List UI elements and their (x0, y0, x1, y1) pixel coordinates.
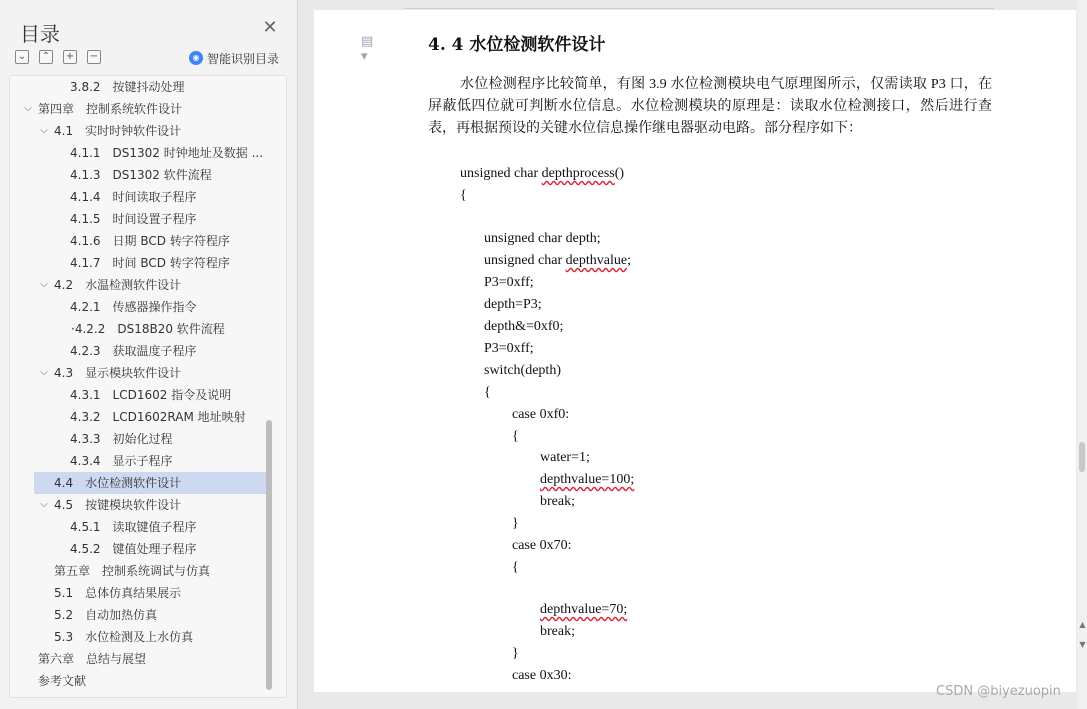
toc-num: 第四章 (38, 102, 75, 116)
toc-label: 时间 BCD 转字符程序 (112, 256, 230, 270)
toc-item-chapter-6[interactable] (38, 648, 268, 670)
toc-label: LCD1602RAM 地址映射 (112, 410, 246, 424)
toc-label: 水位检测软件设计 (85, 476, 182, 490)
code-text: { (512, 429, 519, 444)
code-text: unsigned char depth; (484, 231, 601, 246)
page-top-margin-line (404, 8, 994, 9)
code-line (540, 447, 590, 469)
sidebar-title: 目录 (20, 22, 60, 46)
toc-item-4-3-2[interactable] (70, 406, 270, 428)
toc-num: 4.3.2 (70, 410, 101, 424)
toc-item-4-1-6[interactable] (70, 230, 270, 252)
toc-item-references[interactable] (38, 670, 268, 692)
code-text: break; (540, 494, 575, 509)
toc-label: 实时时钟软件设计 (85, 124, 182, 138)
toc-num: 3.8.2 (70, 80, 101, 94)
code-line (484, 294, 542, 316)
section-heading: 4. 4 水位检测软件设计 (428, 35, 606, 55)
smart-recognize-icon: ◉ (189, 51, 203, 65)
toc-num: 4.3 (54, 366, 74, 380)
section-paragraph: 水位检测程序比较简单，有图 3.9 水位检测模块电气原理图所示，仅需读取 P3 口，在屏蔽低四位就可判断水位信息。水位检测模块的原理是：读取水位检测接口，然后进行查表，再根据预设的关键水位信息操作继电器驱动电路。部分程序如下： (428, 77, 992, 136)
toc-label: LCD1602 指令及说明 (112, 388, 232, 402)
toc-label: 总体仿真结果展示 (85, 586, 182, 600)
code-line (512, 404, 569, 426)
chevron-down-icon[interactable]: ⌵ (40, 279, 48, 290)
toc-item-4-1[interactable] (38, 120, 278, 142)
toc-item-5-1[interactable] (54, 582, 274, 604)
toc-item-4-2[interactable] (38, 274, 278, 296)
toc-num: 第六章 (38, 652, 75, 666)
toc-num: 4.5.2 (70, 542, 101, 556)
code-line (540, 469, 634, 491)
code-text: water=1; (540, 450, 590, 465)
toc-label: 初始化过程 (112, 432, 173, 446)
toc-num: 4.3.1 (70, 388, 101, 402)
code-line (484, 272, 534, 294)
toc-item-4-5[interactable] (38, 494, 278, 516)
collapse-all-icon[interactable]: ⌄ (15, 50, 29, 64)
toc-item-4-5-2[interactable] (70, 538, 270, 560)
toc-item-4-5-1[interactable] (70, 516, 270, 538)
code-text: break; (540, 624, 575, 639)
code-text: P3=0xff; (484, 341, 534, 356)
code-line (512, 535, 571, 557)
code-text: case 0x70: (512, 538, 572, 553)
toc-item-chapter-4[interactable] (22, 98, 272, 120)
toc-label: 按键抖动处理 (112, 80, 185, 94)
toc-label: 控制系统调试与仿真 (102, 564, 211, 578)
toc-item-4-2-1[interactable] (70, 296, 270, 318)
scroll-up-icon[interactable]: ▲ (1079, 620, 1086, 629)
code-line (484, 360, 561, 382)
toc-num: 4.2.3 (70, 344, 101, 358)
chevron-down-icon[interactable]: ⌵ (24, 103, 32, 114)
code-text: depthvalue=70; (540, 602, 628, 617)
toc-num: 4.1.6 (70, 234, 101, 248)
close-icon[interactable]: ✕ (262, 17, 278, 38)
smart-recognize-label: 智能识别目录 (207, 51, 280, 66)
code-line (484, 250, 631, 272)
toc-label: DS1302 时钟地址及数据 ... (112, 146, 264, 160)
toc-label: 时间读取子程序 (112, 190, 197, 204)
expand-all-icon[interactable]: ⌃ (39, 50, 53, 64)
code-line (512, 665, 571, 687)
code-line (484, 316, 563, 338)
toc-num: 4.1.4 (70, 190, 101, 204)
toc-num: 4.3.3 (70, 432, 101, 446)
toc-label: 显示模块软件设计 (85, 366, 182, 380)
toc-item-5-3[interactable] (54, 626, 274, 648)
toc-item-4-1-5[interactable] (70, 208, 270, 230)
toc-num: 4.4 (54, 476, 74, 490)
toc-label: 自动加热仿真 (85, 608, 158, 622)
toc-item-4-2-3[interactable] (70, 340, 270, 362)
toc-num: 4.2.1 (70, 300, 101, 314)
code-line (512, 557, 519, 579)
code-text: { (460, 188, 467, 203)
code-text: depth=P3; (484, 297, 542, 312)
code-line (484, 228, 601, 250)
toc-label: 控制系统软件设计 (86, 102, 183, 116)
chevron-down-icon[interactable]: ⌵ (40, 125, 48, 136)
code-text: P3=0xff; (484, 275, 534, 290)
chevron-down-icon[interactable]: ⌵ (40, 499, 48, 510)
toc-label: 显示子程序 (112, 454, 173, 468)
toc-num: 4.1 (54, 124, 74, 138)
code-text: depth&=0xf0; (484, 319, 564, 334)
code-text: { (512, 560, 519, 575)
toc-label: 按键模块软件设计 (85, 498, 182, 512)
watermark: CSDN @biyezuopin (936, 684, 1061, 699)
toc-item-4-4[interactable] (34, 472, 266, 494)
code-line (512, 643, 519, 665)
toc-label: 日期 BCD 转字符程序 (112, 234, 230, 248)
toc-item-4-3[interactable] (38, 362, 278, 384)
toc-num: 4.1.1 (70, 146, 101, 160)
code-text: unsigned char depthprocess() (460, 166, 625, 181)
toc-label: 传感器操作指令 (112, 300, 197, 314)
add-heading-icon[interactable]: + (63, 50, 77, 64)
toc-item-4-1-7[interactable] (70, 252, 270, 274)
toc-item-4-1-3[interactable] (70, 164, 270, 186)
toc-item-4-3-1[interactable] (70, 384, 270, 406)
toc-num: ·4.2.2 (71, 322, 106, 336)
toc-num: 4.5.1 (70, 520, 101, 534)
toc-num: 4.1.5 (70, 212, 101, 226)
toc-item-3-8-2[interactable] (70, 76, 270, 98)
code-text: } (512, 516, 519, 531)
toc-list (9, 75, 287, 698)
toc-num: 5.1 (54, 586, 74, 600)
toc-scrollbar[interactable] (266, 420, 272, 690)
document-icon[interactable]: ▤ ▾ (361, 34, 374, 64)
toc-num: 第五章 (54, 564, 91, 578)
toc-item-4-2-2[interactable] (71, 318, 271, 340)
code-text: case 0x30: (512, 668, 572, 683)
toc-label: DS1302 软件流程 (112, 168, 212, 182)
toc-toolbar (15, 50, 101, 66)
toc-num: 5.2 (54, 608, 74, 622)
toc-num: 4.2 (54, 278, 74, 292)
toc-num: 4.5 (54, 498, 74, 512)
toc-label: 时间设置子程序 (112, 212, 197, 226)
scroll-down-icon[interactable]: ▼ (1079, 640, 1086, 649)
remove-heading-icon[interactable]: − (87, 50, 101, 64)
code-text: } (512, 646, 519, 661)
toc-item-4-3-4[interactable] (70, 450, 270, 472)
toc-label: DS18B20 软件流程 (117, 322, 225, 336)
toc-label: 读取键值子程序 (112, 520, 197, 534)
code-line (540, 599, 627, 621)
code-line (460, 163, 624, 185)
toc-item-chapter-5[interactable] (54, 560, 274, 582)
code-text: depthvalue=100; (540, 472, 635, 487)
toc-num: 参考文献 (38, 674, 87, 688)
toc-label: 水位检测及上水仿真 (85, 630, 194, 644)
chevron-down-icon[interactable]: ⌵ (40, 367, 48, 378)
toc-num: 4.3.4 (70, 454, 101, 468)
toc-label: 总结与展望 (86, 652, 147, 666)
toc-num: 5.3 (54, 630, 74, 644)
toc-item-4-3-3[interactable] (70, 428, 270, 450)
toc-item-4-1-1[interactable] (70, 142, 270, 164)
code-text: { (484, 385, 491, 400)
toc-sidebar (0, 0, 298, 709)
toc-num: 4.1.7 (70, 256, 101, 270)
toc-label: 键值处理子程序 (112, 542, 197, 556)
code-line (540, 491, 575, 513)
code-line (540, 621, 575, 643)
code-line (512, 513, 519, 535)
code-text: case 0xf0: (512, 407, 570, 422)
document-scrollbar[interactable] (1077, 0, 1087, 709)
code-line (484, 382, 491, 404)
toc-label: 获取温度子程序 (112, 344, 197, 358)
smart-recognize-button[interactable] (189, 49, 279, 67)
toc-item-4-1-4[interactable] (70, 186, 270, 208)
code-text: switch(depth) (484, 363, 561, 378)
code-line (484, 338, 534, 360)
toc-item-5-2[interactable] (54, 604, 274, 626)
code-line (512, 426, 519, 448)
toc-label: 水温检测软件设计 (85, 278, 182, 292)
code-line (460, 185, 467, 207)
document-scroll-thumb[interactable] (1079, 442, 1085, 472)
code-text: unsigned char depthvalue; (484, 253, 631, 268)
toc-num: 4.1.3 (70, 168, 101, 182)
